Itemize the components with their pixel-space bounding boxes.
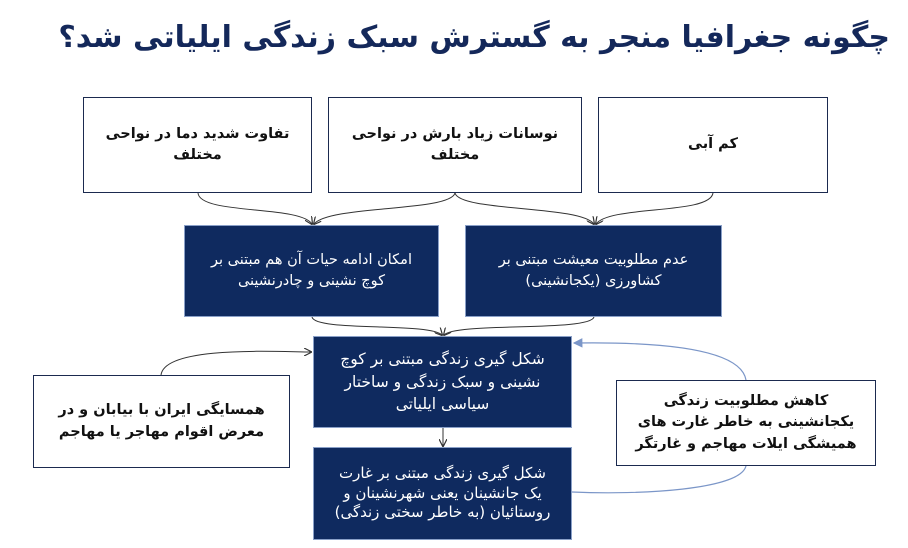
arrow-raid-to-feedback [572, 466, 746, 493]
outcome-nomadic-lifestyle: شکل گیری زندگی مبتنی بر کوچ نشینی و سبک زندگی و ساختار سیاسی ایلیاتی [313, 336, 572, 428]
effect-agriculture-undesirable: عدم مطلوبیت معیشت مبتنی بر کشاورزی (یکجانشینی) [465, 225, 722, 317]
cause-temperature-difference: تفاوت شدید دما در نواحی مختلف [83, 97, 312, 193]
effect-nomadic-survival: امکان ادامه حیات آن هم مبتنی بر کوچ نشینی و چادرنشینی [184, 225, 439, 317]
factor-reduced-settled-life: کاهش مطلوبیت زندگی یکجانشینی به خاطر غارت های همیشگی ایلات مهاجم و غارتگر [616, 380, 876, 466]
arrow-neighbor-to-center [161, 351, 311, 375]
arrow-rain-to-life [314, 193, 455, 224]
arrow-water-to-agri [596, 193, 713, 224]
cause-water-scarcity: کم آبی [598, 97, 828, 193]
factor-desert-neighbors: همسایگی ایران با بیابان و در معرض اقوام مهاجر یا مهاجم [33, 375, 290, 468]
arrow-temp-to-life [198, 193, 312, 224]
arrow-life-to-center [312, 317, 442, 335]
outcome-raiding: شکل گیری زندگی مبتنی بر غارت یک جانشینان یعنی شهرنشینان و روستائیان (به خاطر سختی زندگی) [313, 447, 572, 540]
page-title: چگونه جغرافیا منجر به گسترش سبک زندگی ایلیاتی شد؟ [58, 20, 890, 55]
arrow-rain-to-agri [455, 193, 594, 224]
cause-rainfall-fluctuation: نوسانات زیاد بارش در نواحی مختلف [328, 97, 582, 193]
arrow-agri-to-center [444, 317, 594, 335]
arrow-feedback-to-nomadic [574, 343, 746, 380]
